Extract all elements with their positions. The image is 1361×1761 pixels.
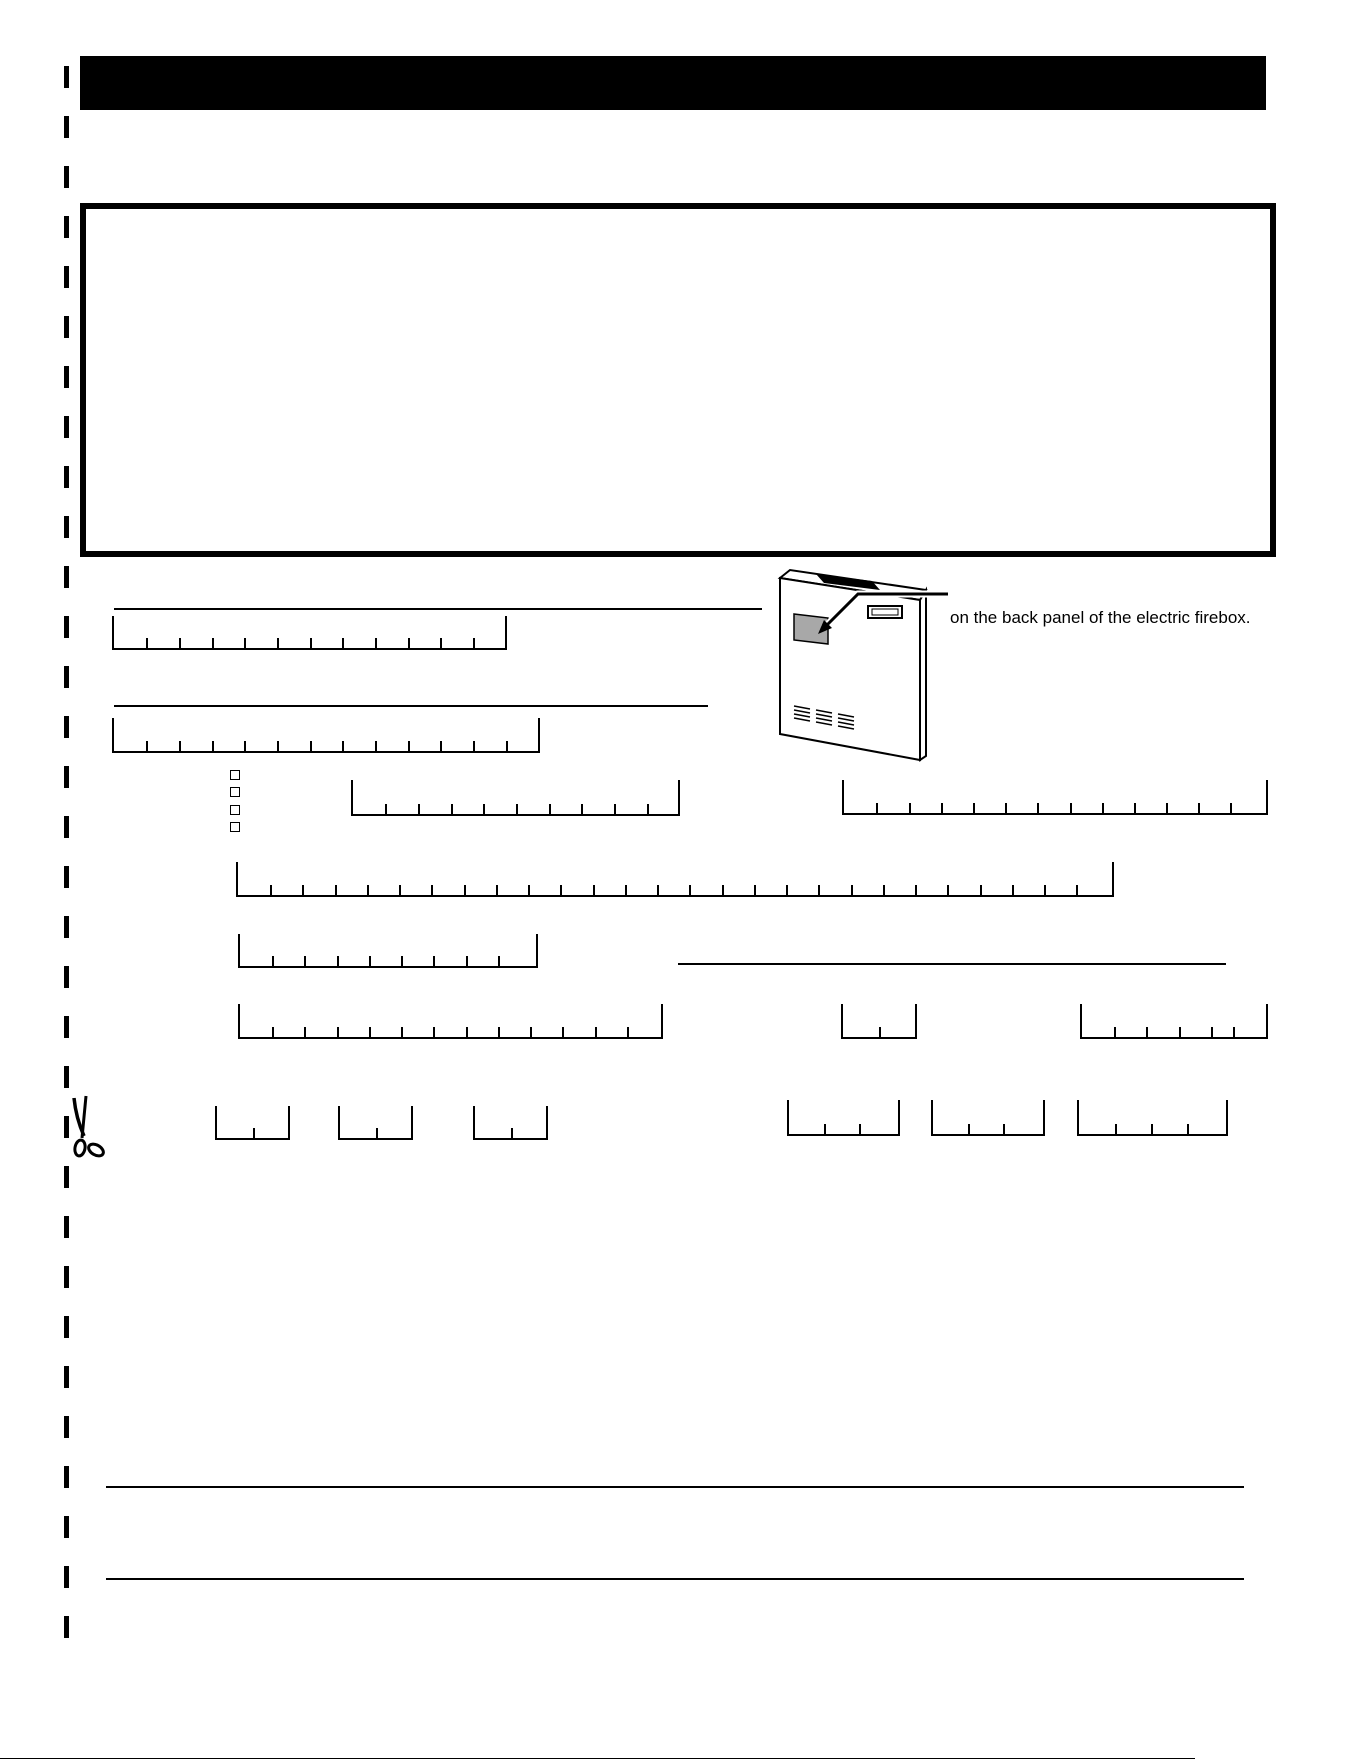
cut-dash [64,1466,69,1488]
comb-field[interactable] [1080,1004,1268,1039]
underline-field[interactable] [106,1578,1244,1580]
cut-dash [64,66,69,88]
cut-dash [64,1516,69,1538]
cut-dash [64,166,69,188]
label-location-note: on the back panel of the electric firebox. [950,608,1251,627]
cut-dash [64,366,69,388]
comb-field[interactable] [112,718,540,753]
scissors-icon [56,1092,128,1164]
cut-dash [64,1066,69,1088]
cut-dash [64,616,69,638]
cut-dash [64,716,69,738]
cut-dash [64,816,69,838]
cut-dash [64,416,69,438]
electric-firebox-illustration [776,568,954,764]
cut-dash [64,466,69,488]
comb-field[interactable] [215,1106,290,1140]
cut-dash [64,316,69,338]
underline-field[interactable] [678,963,1226,965]
cut-dash [64,1166,69,1188]
comb-field[interactable] [112,616,507,650]
comb-field[interactable] [473,1106,548,1140]
comb-field[interactable] [787,1100,900,1136]
cut-dash [64,1416,69,1438]
cut-dash [64,966,69,988]
cut-dash [64,1316,69,1338]
title-bar [80,56,1266,110]
cut-dash [64,1016,69,1038]
cut-dash [64,866,69,888]
footer-rule [0,1758,1195,1759]
cut-dash [64,1216,69,1238]
comb-field[interactable] [931,1100,1045,1136]
cut-dash [64,1616,69,1638]
cut-dash [64,916,69,938]
option-checkbox[interactable] [230,770,240,780]
notice-box [80,203,1276,557]
option-checkbox[interactable] [230,822,240,832]
comb-field[interactable] [841,1004,917,1039]
cut-dash [64,116,69,138]
cut-dash [64,566,69,588]
comb-field[interactable] [238,934,538,968]
comb-field[interactable] [1077,1100,1228,1136]
underline-field[interactable] [114,608,762,610]
cut-dash [64,216,69,238]
cut-dash [64,666,69,688]
comb-field[interactable] [351,780,680,816]
underline-field[interactable] [106,1486,1244,1488]
cut-dash [64,516,69,538]
comb-field[interactable] [238,1004,663,1039]
cut-dash [64,766,69,788]
comb-field[interactable] [842,780,1268,815]
cut-dash [64,1566,69,1588]
option-checkbox[interactable] [230,805,240,815]
comb-field[interactable] [236,862,1114,897]
cut-dash [64,1366,69,1388]
underline-field[interactable] [114,705,708,707]
cut-dash [64,1266,69,1288]
cut-dash [64,266,69,288]
comb-field[interactable] [338,1106,413,1140]
option-checkbox[interactable] [230,787,240,797]
